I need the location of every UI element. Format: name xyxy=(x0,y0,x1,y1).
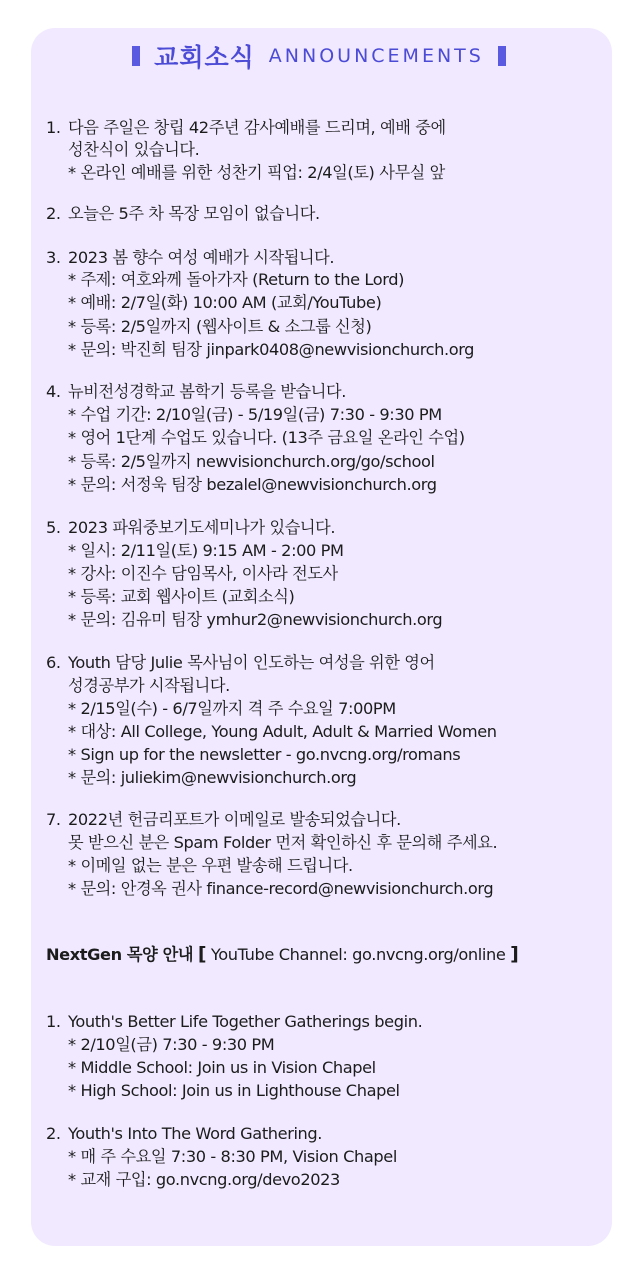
item-number: 4. xyxy=(46,382,61,401)
item-line: 성찬식이 있습니다. xyxy=(68,140,200,159)
item-detail: * 2/15일(수) - 6/7일까지 격 주 수요일 7:00PM xyxy=(68,699,396,718)
item-detail: * 등록: 2/5일까지 newvisionchurch.org/go/school xyxy=(68,452,435,471)
item-detail: * 2/10일(금) 7:30 - 9:30 PM xyxy=(68,1035,275,1054)
item-detail: * 이메일 없는 분은 우편 발송해 드립니다. xyxy=(68,856,353,875)
item-line: Youth's Into The Word Gathering. xyxy=(68,1124,323,1143)
item-detail: * 문의: 김유미 팀장 ymhur2@newvisionchurch.org xyxy=(68,610,443,629)
bracket-open: [ xyxy=(197,943,207,965)
item-detail: * 문의: 안경옥 권사 finance-record@newvisionchurch.org xyxy=(68,879,494,898)
item-line: 뉴비전성경학교 봄학기 등록을 받습니다. xyxy=(68,382,347,401)
item-line: 성경공부가 시작됩니다. xyxy=(68,676,230,695)
youtube-channel-text: YouTube Channel: go.nvcng.org/online xyxy=(210,945,506,964)
item-line: 다음 주일은 창립 42주년 감사예배를 드리며, 예배 중에 xyxy=(68,118,446,137)
item-detail: * 수업 기간: 2/10일(금) - 5/19일(금) 7:30 - 9:30 PM xyxy=(68,405,442,424)
item-number: 2. xyxy=(46,1124,61,1143)
item-line: Youth's Better Life Together Gatherings begin. xyxy=(68,1012,423,1031)
item-detail: * 매 주 수요일 7:30 - 8:30 PM, Vision Chapel xyxy=(68,1147,397,1166)
item-detail: * 주제: 여호와께 돌아가자 (Return to the Lord) xyxy=(68,270,404,289)
header-bar-right xyxy=(498,46,506,66)
item-number: 7. xyxy=(46,810,61,829)
item-detail: * 일시: 2/11일(토) 9:15 AM - 2:00 PM xyxy=(68,541,344,560)
item-number: 1. xyxy=(46,1012,61,1031)
item-number: 1. xyxy=(46,118,61,137)
item-detail: * 영어 1단계 수업도 있습니다. (13주 금요일 온라인 수업) xyxy=(68,428,465,447)
item-detail: * 등록: 2/5일까지 (웹사이트 & 소그룹 신청) xyxy=(68,317,372,336)
item-line: 2023 봄 향수 여성 예배가 시작됩니다. xyxy=(68,248,335,267)
item-detail: * Sign up for the newsletter - go.nvcng.org/romans xyxy=(68,745,461,764)
announcements-header xyxy=(0,36,638,76)
item-line: 못 받으신 분은 Spam Folder 먼저 확인하신 후 문의해 주세요. xyxy=(68,833,498,852)
nextgen-heading xyxy=(46,942,518,967)
header-bar-left xyxy=(132,46,140,66)
nextgen-title: NextGen 목양 안내 xyxy=(46,945,194,964)
item-line: Youth 담당 Julie 목사님이 인도하는 여성을 위한 영어 xyxy=(68,653,435,672)
item-number: 6. xyxy=(46,653,61,672)
bracket-close: ] xyxy=(510,943,519,965)
item-detail: * 등록: 교회 웹사이트 (교회소식) xyxy=(68,587,295,606)
item-detail: * 문의: 박진희 팀장 jinpark0408@newvisionchurch.org xyxy=(68,340,475,359)
item-line: 2023 파워중보기도세미나가 있습니다. xyxy=(68,518,336,537)
item-detail: * 문의: 서정욱 팀장 bezalel@newvisionchurch.org xyxy=(68,475,437,494)
header-title-en: ANNOUNCEMENTS xyxy=(268,45,484,67)
item-detail: * 온라인 예배를 위한 성찬기 픽업: 2/4일(토) 사무실 앞 xyxy=(68,163,445,182)
item-number: 2. xyxy=(46,204,61,223)
item-number: 5. xyxy=(46,518,61,537)
item-detail: * 교재 구입: go.nvcng.org/devo2023 xyxy=(68,1170,340,1189)
item-detail: * 예배: 2/7일(화) 10:00 AM (교회/YouTube) xyxy=(68,293,382,312)
item-detail: * Middle School: Join us in Vision Chapel xyxy=(68,1058,376,1077)
header-title-ko: 교회소식 xyxy=(154,43,255,72)
item-detail: * 문의: juliekim@newvisionchurch.org xyxy=(68,768,357,787)
item-detail: * High School: Join us in Lighthouse Chapel xyxy=(68,1081,400,1100)
item-detail: * 대상: All College, Young Adult, Adult & Married Women xyxy=(68,722,497,741)
item-number: 3. xyxy=(46,248,61,267)
item-line: 2022년 헌금리포트가 이메일로 발송되었습니다. xyxy=(68,810,401,829)
item-line: 오늘은 5주 차 목장 모임이 없습니다. xyxy=(68,204,320,223)
item-detail: * 강사: 이진수 담임목사, 이사라 전도사 xyxy=(68,564,338,583)
